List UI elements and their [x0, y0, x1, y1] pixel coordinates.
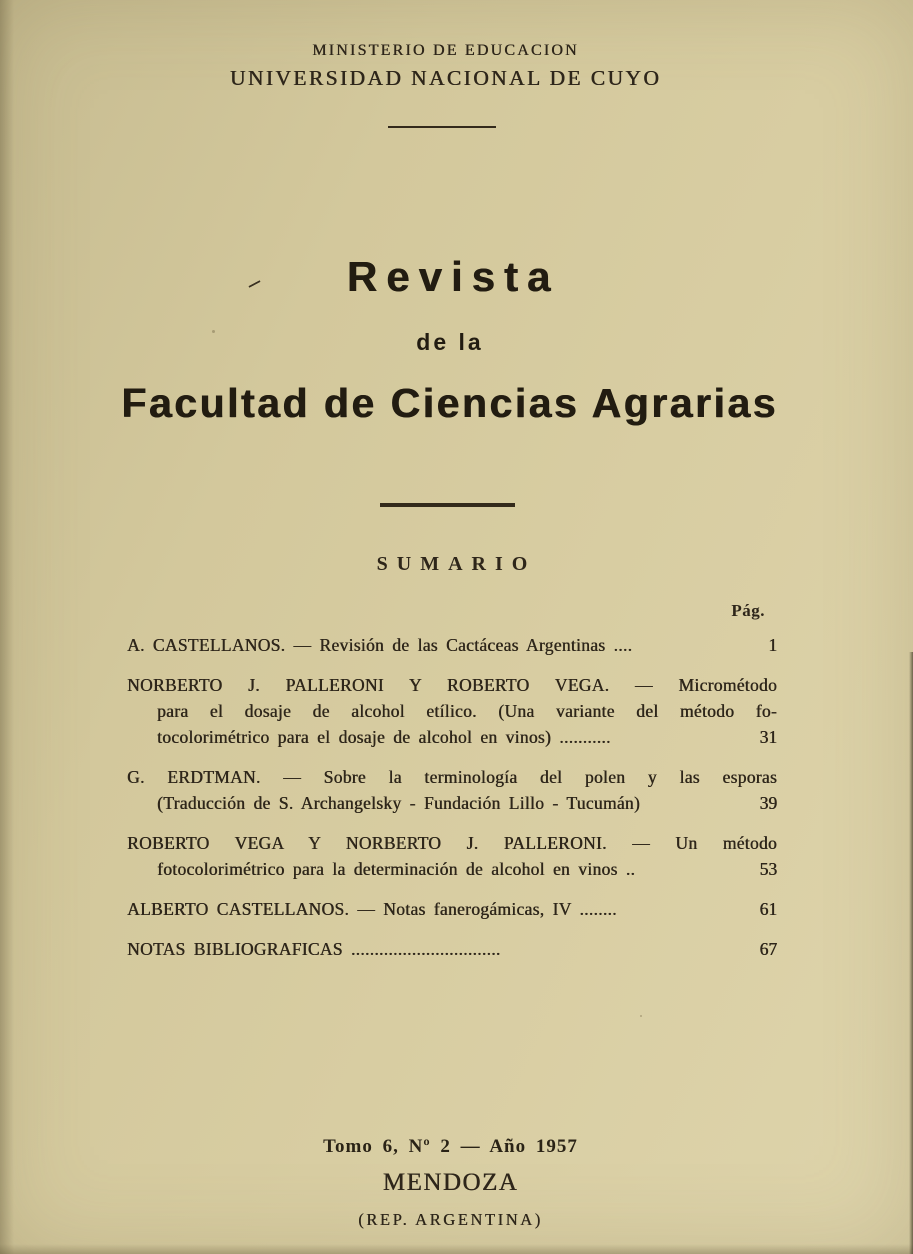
- toc-line: [127, 698, 777, 724]
- toc-line: [127, 790, 777, 816]
- toc-page-number: 39: [759, 793, 777, 813]
- toc-line-text: A. CASTELLANOS. — Revisión de las Cactáceas Argentinas ....: [127, 635, 633, 655]
- toc-entry: [127, 632, 777, 658]
- city-line: MENDOZA: [382, 1169, 519, 1196]
- toc-line: [127, 632, 777, 658]
- toc-entry: [127, 896, 777, 922]
- toc-line-text: ALBERTO CASTELLANOS. — Notas fanerogámicas, IV ........: [127, 899, 617, 919]
- masthead: [0, 42, 891, 91]
- toc-line-text: NOTAS BIBLIOGRAFICAS ................................: [127, 939, 501, 959]
- toc-entries: [127, 632, 777, 962]
- toc-entry: [127, 672, 777, 750]
- page-right-edge-shadow: [909, 652, 913, 1254]
- toc-page-number: 61: [759, 899, 777, 919]
- toc-heading: SUMARIO: [376, 553, 537, 575]
- toc-line: [127, 936, 777, 962]
- toc-line-text: ROBERTO VEGA Y NORBERTO J. PALLERONI. — Un método: [127, 833, 777, 853]
- journal-title-faculty: Facultad de Ciencias Agrarias: [121, 380, 778, 426]
- toc-line-text: NORBERTO J. PALLERONI Y ROBERTO VEGA. — Micrométodo: [127, 675, 777, 695]
- page-bottom-edge-shadow: [0, 1244, 913, 1254]
- toc-line: [127, 724, 777, 750]
- university-line: UNIVERSIDAD NACIONAL DE CUYO: [229, 66, 662, 90]
- title-block: [0, 253, 897, 426]
- table-of-contents: [127, 553, 777, 976]
- imprint: [0, 1136, 901, 1230]
- toc-entry: [127, 830, 777, 882]
- toc-line: [127, 830, 777, 856]
- toc-page-number: 53: [759, 859, 777, 879]
- toc-entry: [127, 936, 777, 962]
- edition-line: Tomo 6, Nº 2 — Año 1957: [323, 1136, 578, 1157]
- toc-line: [127, 764, 777, 790]
- toc-line: [127, 672, 777, 698]
- paper-speck: [640, 1015, 642, 1017]
- top-divider-rule: [388, 126, 496, 128]
- journal-subtitle: de la: [416, 329, 484, 355]
- toc-line-text: tocolorimétrico para el dosaje de alcohol en vinos) ...........: [157, 727, 611, 747]
- journal-title: Revista: [346, 253, 560, 300]
- middle-divider-rule: [380, 503, 515, 507]
- toc-line: [127, 896, 777, 922]
- toc-line: [127, 856, 777, 882]
- toc-entry: [127, 764, 777, 816]
- toc-page-number: 31: [759, 727, 777, 747]
- toc-line-text: (Traducción de S. Archangelsky - Fundación Lillo - Tucumán): [157, 793, 640, 813]
- toc-page-number: 67: [759, 939, 777, 959]
- page-column-label: Pág.: [731, 601, 765, 620]
- ministry-line: MINISTERIO DE EDUCACION: [312, 42, 579, 59]
- toc-page-number: 1: [768, 635, 777, 655]
- toc-line-text: para el dosaje de alcohol etílico. (Una variante del método fo-: [157, 701, 777, 721]
- page-left-edge-shadow: [0, 0, 14, 1254]
- toc-line-text: fotocolorimétrico para la determinación de alcohol en vinos ..: [157, 859, 636, 879]
- country-line: (REP. ARGENTINA): [358, 1210, 543, 1229]
- toc-line-text: G. ERDTMAN. — Sobre la terminología del polen y las esporas: [127, 767, 777, 787]
